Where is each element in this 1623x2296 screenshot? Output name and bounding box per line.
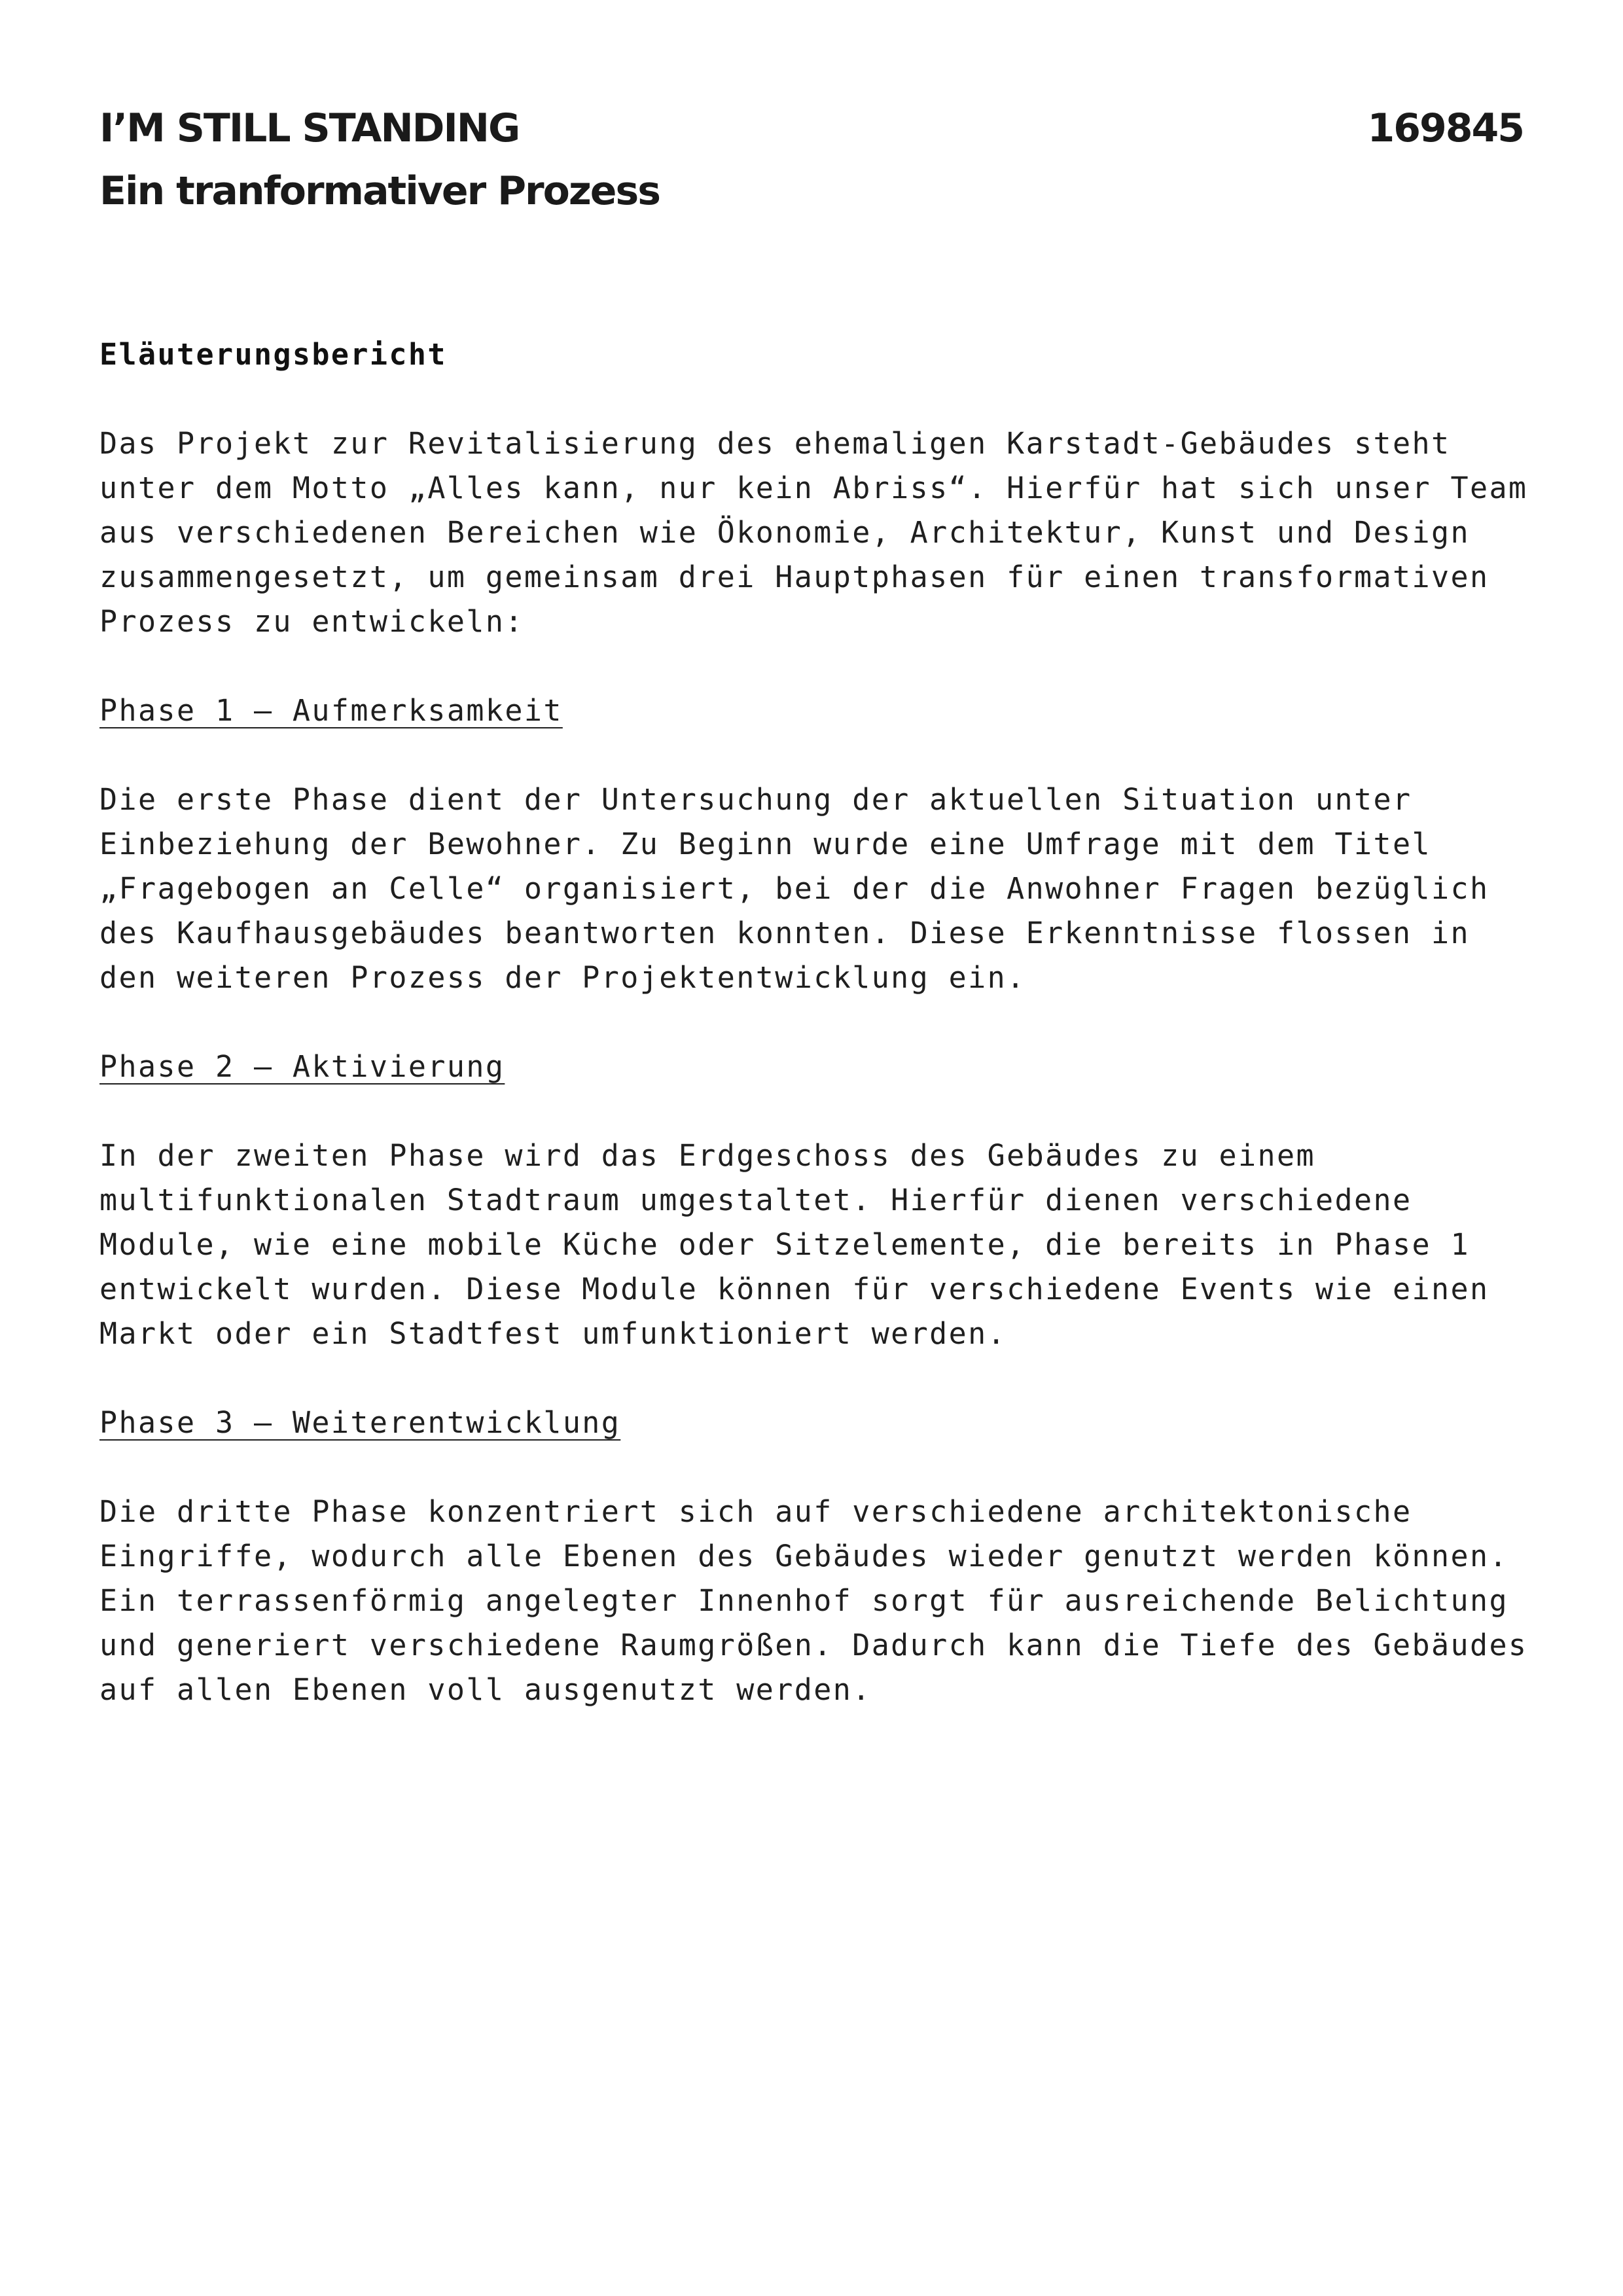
phase-1-heading: Phase 1 – Aufmerksamkeit (99, 693, 563, 728)
phase-2-heading: Phase 2 – Aktivierung (99, 1049, 505, 1084)
phase-3-heading: Phase 3 – Weiterentwicklung (99, 1405, 621, 1440)
report-heading: Eläuterungsbericht (99, 337, 447, 372)
project-number: 169845 (1367, 105, 1524, 151)
phase-2-text: In der zweiten Phase wird das Erdgeschoss des Gebäudes zu einem multifunktionalen Stadtraum umgestaltet. Hierfür dienen verschiedene Module, wie eine mobile Küche oder Sitzelemente, die bereits in Phase 1 entwickelt wurden. Diese Module können für verschiedene Events wie einen Markt oder ein Stadtfest umfunktioniert werden. (99, 1138, 1489, 1351)
project-title: I’M STILL STANDING (99, 105, 520, 151)
report-body (99, 332, 1539, 1757)
phase-1-text: Die erste Phase dient der Untersuchung der aktuellen Situation unter Einbeziehung der Bewohner. Zu Beginn wurde eine Umfrage mit dem Titel „Fragebogen an Celle“ organisiert, bei der die Anwohner Fragen bezüglich des Kaufhausgebäudes beantworten konnten. Diese Erkenntnisse flossen in den weiteren Prozess der Projektentwicklung ein. (99, 782, 1489, 995)
report-intro: Das Projekt zur Revitalisierung des ehemaligen Karstadt-Gebäudes steht unter dem Motto „Alles kann, nur kein Abriss“. Hierfür hat sich unser Team aus verschiedenen Bereichen wie Ökonomie, Architektur, Kunst und Design zusammengesetzt, um gemeinsam drei Hauptphasen für einen transformativen Prozess zu entwickeln: (99, 426, 1528, 639)
document-header (99, 97, 1524, 223)
header-row (99, 97, 1524, 160)
phase-3-text: Die dritte Phase konzentriert sich auf verschiedene architektonische Eingriffe, wodurch alle Ebenen des Gebäudes wieder genutzt werden können. Ein terrassenförmig angelegter Innenhof sorgt für ausreichende Belichtung und generiert verschiedene Raumgrößen. Dadurch kann die Tiefe des Gebäudes auf allen Ebenen voll ausgenutzt werden. (99, 1494, 1528, 1707)
project-subtitle: Ein tranformativer Prozess (99, 168, 660, 214)
